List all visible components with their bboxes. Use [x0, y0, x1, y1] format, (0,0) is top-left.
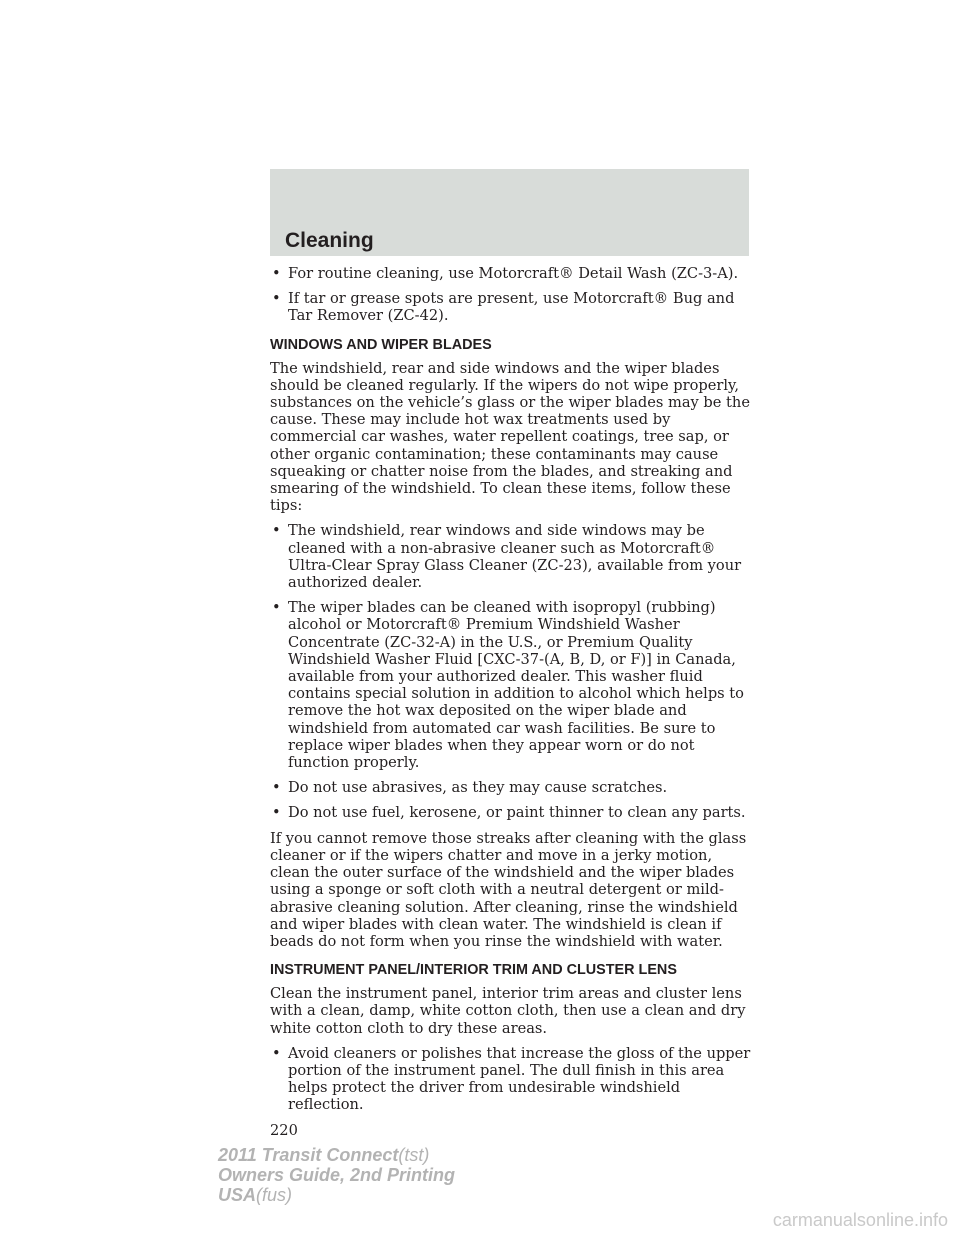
bullet-item	[270, 599, 752, 771]
bullet-icon: •	[272, 804, 281, 822]
bullet-item	[270, 804, 752, 821]
bullet-icon: •	[272, 599, 281, 617]
bullet-icon: •	[272, 265, 281, 282]
bullet-icon: •	[272, 522, 281, 540]
bullet-text: If tar or grease spots are present, use Motorcraft® Bug and Tar Remover (ZC-42).	[288, 290, 735, 325]
footer-market: USA	[218, 1185, 257, 1205]
bullet-text: The wiper blades can be cleaned with isopropyl (rubbing) alcohol or Motorcraft® Premium Windshield Washer Concentrate (ZC-32-A) in the U.S., or Premium Quality Windshield Washer Fluid [CXC-37-(A, B, D, or F)] in Canada, available from your authorized dealer. This washer fluid contains special solution in addition to alcohol which helps to remove the hot wax deposited on the wiper blade and windshield from automated car wash facilities. Be sure to replace wiper blades when they appear worn or do not function properly.	[288, 599, 744, 772]
footer-market-code: (fus)	[256, 1185, 293, 1205]
section-heading-windows: WINDOWS AND WIPER BLADES	[270, 336, 492, 353]
bullet-item	[270, 779, 752, 796]
bullet-icon: •	[272, 779, 281, 797]
footer-printing: Owners Guide, 2nd Printing	[218, 1165, 456, 1185]
footer-model-code: (tst)	[398, 1145, 430, 1165]
bullet-item	[270, 522, 752, 591]
page-number: 220	[270, 1121, 298, 1139]
bullet-icon: •	[272, 1044, 281, 1062]
windows-outro-paragraph: If you cannot remove those streaks after cleaning with the glass cleaner or if the wipers chatter and move in a jerky motion, clean the outer surface of the windshield and the wiper blades using a sponge or soft cloth with a neutral detergent or mild-abrasive cleaning solution. After cleaning, rinse the windshield and wiper blades with clean water. The windshield is clean if beads do not form when you rinse the windshield with water.	[270, 829, 747, 950]
bullet-text: Do not use fuel, kerosene, or paint thinner to clean any parts.	[288, 804, 746, 822]
instrument-intro-paragraph: Clean the instrument panel, interior trim areas and cluster lens with a clean, damp, white cotton cloth, then use a clean and dry white cotton cloth to dry these areas.	[270, 985, 746, 1037]
footer-model: 2011 Transit Connect	[218, 1145, 399, 1165]
bullet-item	[270, 290, 752, 324]
bullet-text: For routine cleaning, use Motorcraft® Detail Wash (ZC-3-A).	[288, 265, 739, 282]
section-heading-instrument-panel: INSTRUMENT PANEL/INTERIOR TRIM AND CLUSTER LENS	[270, 962, 677, 979]
page-content	[270, 265, 752, 1139]
bullet-text: Avoid cleaners or polishes that increase the gloss of the upper portion of the instrument panel. The dull finish in this area helps protect the driver from undesirable windshield reflection.	[288, 1044, 751, 1114]
watermark: carmanualsonline.info	[772, 1210, 948, 1230]
print-footer	[218, 1145, 455, 1205]
bullet-text: The windshield, rear windows and side windows may be cleaned with a non-abrasive cleaner such as Motorcraft® Ultra-Clear Spray Glass Cleaner (ZC-23), available from your authorized dealer.	[288, 522, 742, 592]
chapter-title: Cleaning	[285, 229, 374, 252]
bullet-item	[270, 1045, 752, 1114]
windows-intro-paragraph: The windshield, rear and side windows and the wiper blades should be cleaned regularly. If the wipers do not wipe properly, substances on the vehicle’s glass or the wiper blades may be the cause. These may include hot wax treatments used by commercial car washes, water repellent coatings, tree sap, or other organic contamination; these contaminants may cause squeaking or chatter noise from the blades, and streaking and smearing of the windshield. To clean these items, follow these tips:	[270, 359, 750, 515]
bullet-text: Do not use abrasives, as they may cause scratches.	[288, 779, 668, 797]
chapter-header-band	[270, 169, 749, 256]
bullet-item	[270, 265, 752, 282]
bullet-icon: •	[272, 290, 281, 308]
